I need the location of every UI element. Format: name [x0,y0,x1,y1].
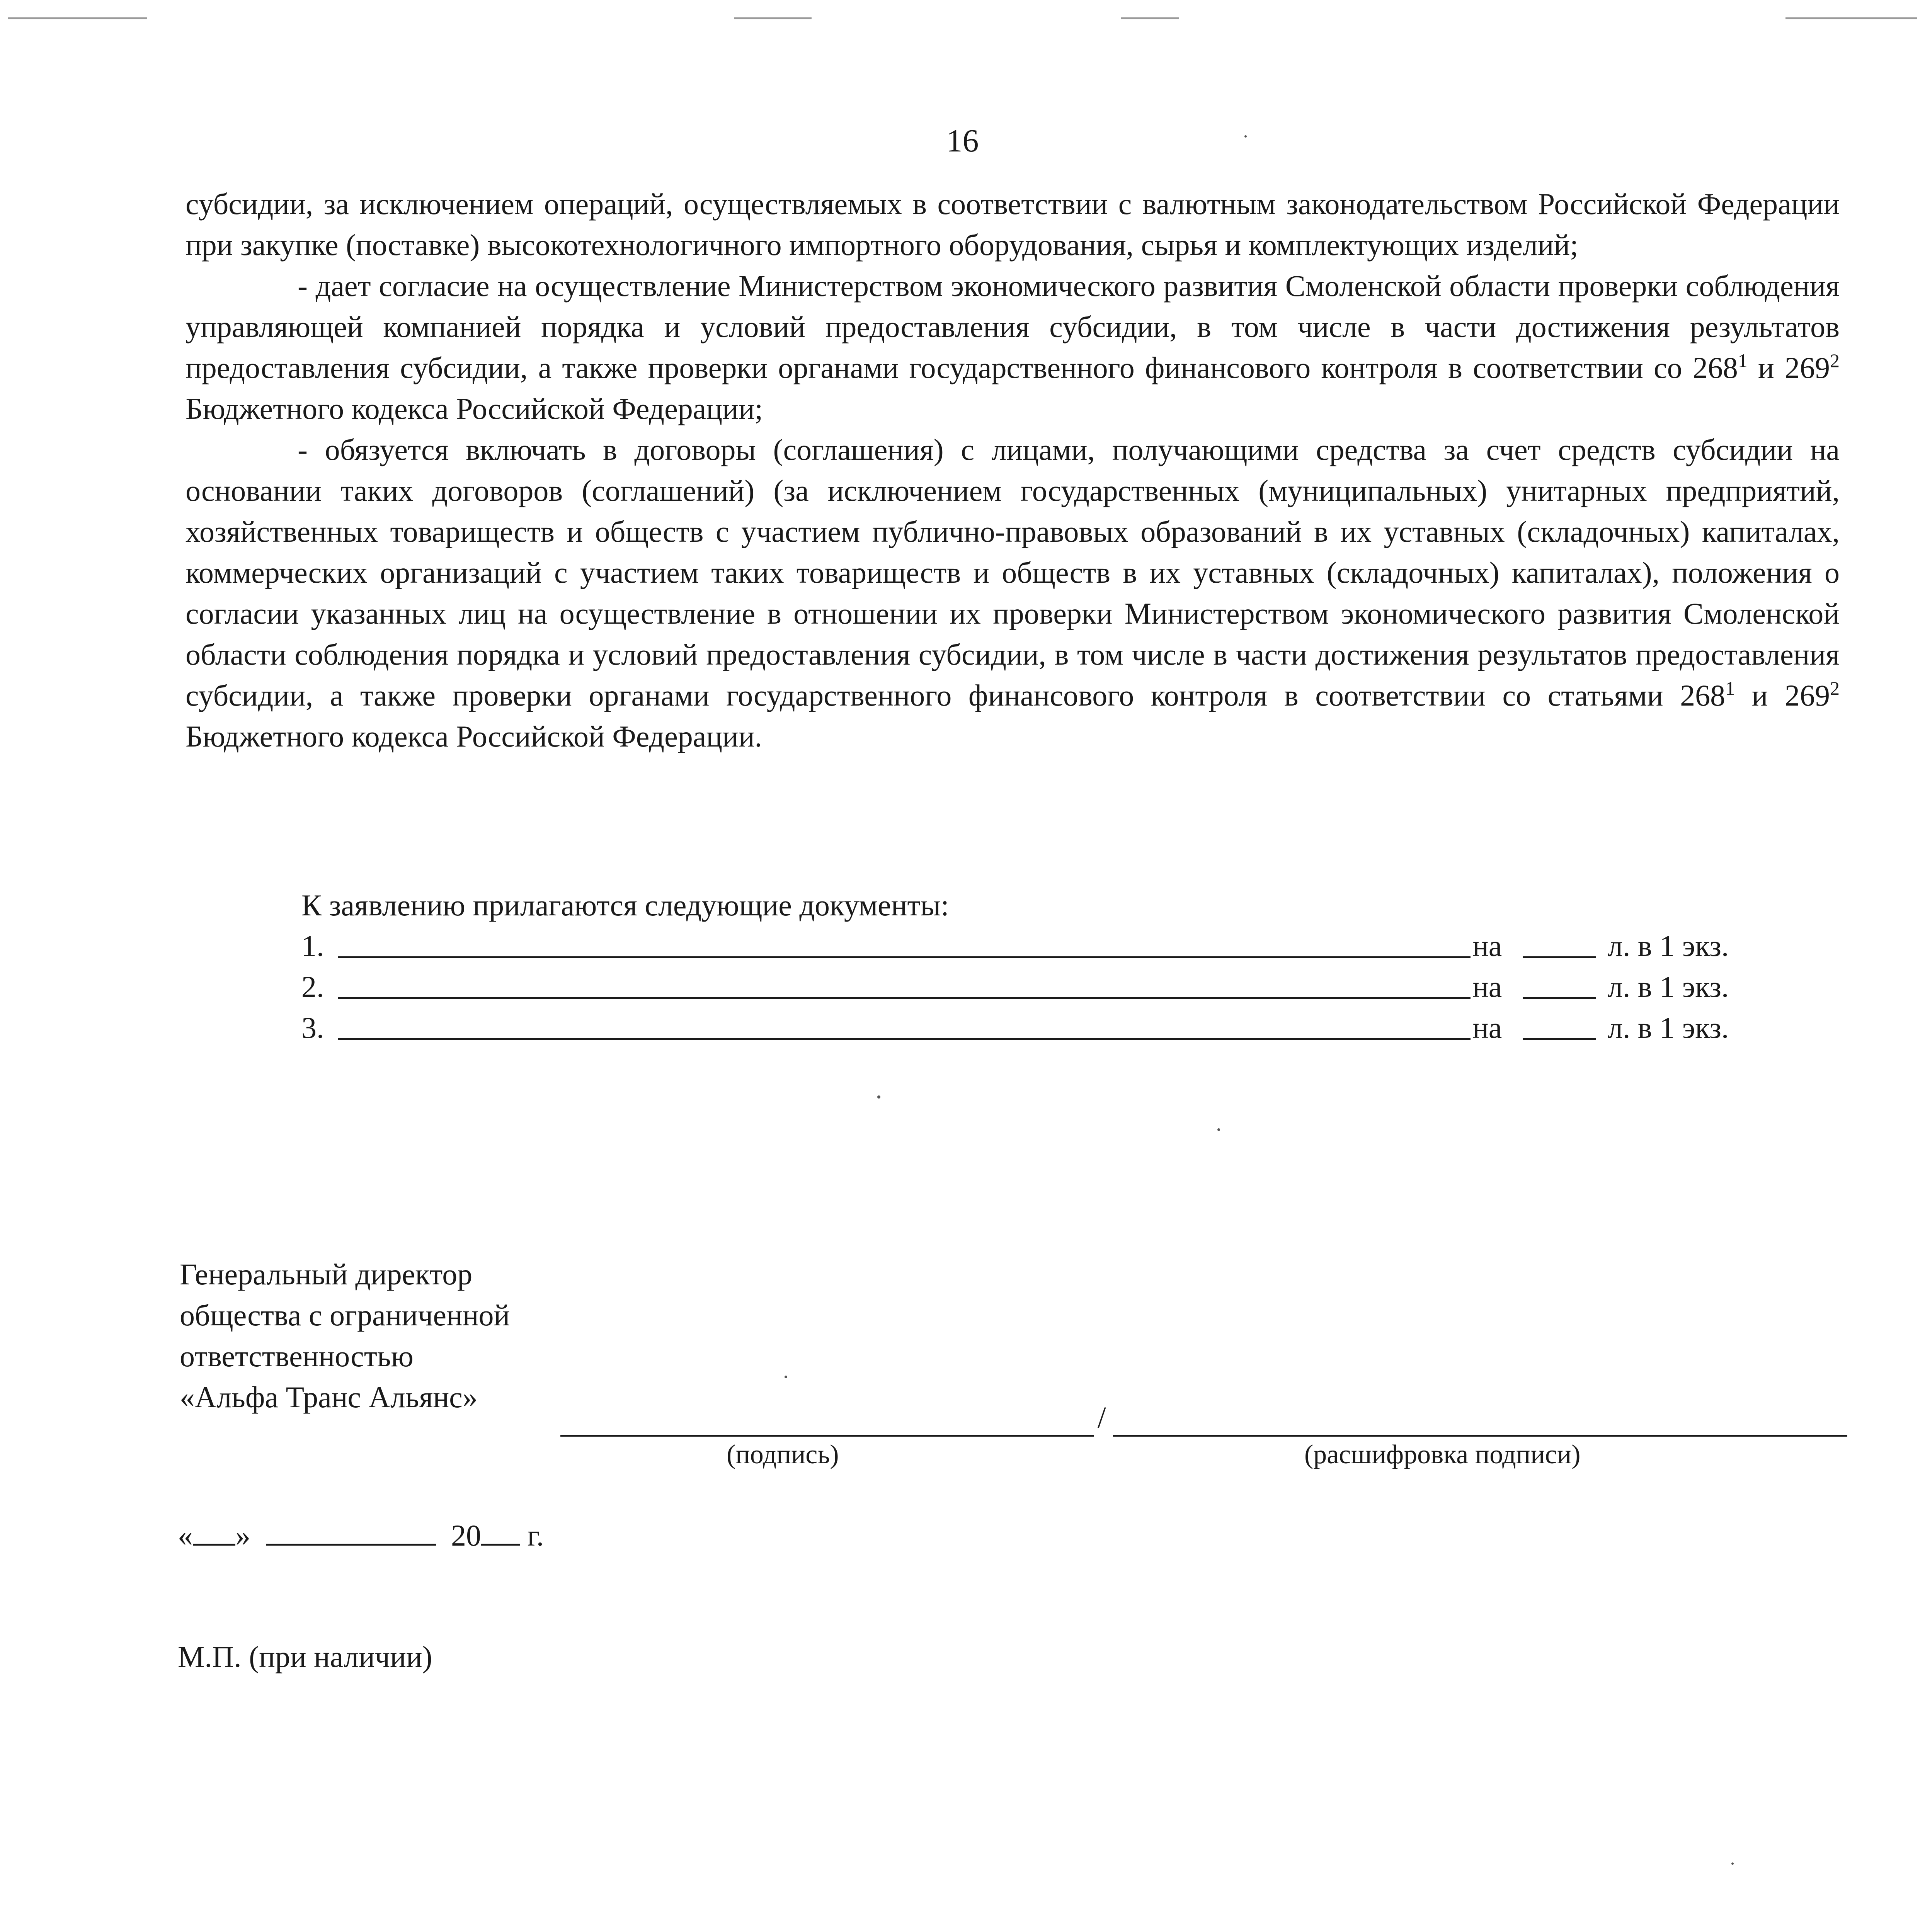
signature-slash: / [1098,1400,1106,1434]
date-day-field[interactable] [193,1513,235,1546]
attachment-copies-label: л. в 1 экз. [1608,1011,1729,1044]
attachment-copies-label: л. в 1 экз. [1608,929,1729,963]
signatory-title-line: ответственностью [180,1339,414,1373]
signature-decoding-field[interactable] [1113,1435,1847,1437]
scan-artifact [1785,17,1917,19]
date-year-field[interactable] [481,1513,520,1546]
date-close-quote: » [235,1519,250,1552]
attachment-pages-field[interactable] [1523,1038,1596,1040]
page-number: 16 [946,123,979,159]
attachment-row [301,1007,1729,1048]
paragraph-2: - дает согласие на осуществление Министерством экономического развития Смоленской области проверки соблюдения управляющей компанией порядка и условий предоставления субсидии, в том числе в части достижения результатов предоставления субсидии, а также проверки органами государственного финансового контроля в соответствии со $268^1$ и $269^2$ Бюджетного кодекса Российской Федерации; [186,269,1840,425]
signature-decoding-caption: (расшифровка подписи) [1304,1440,1581,1469]
scan-artifact [1121,17,1179,19]
signatory-title-line: Генеральный директор [180,1257,473,1291]
date-year-suffix: г. [527,1519,544,1552]
signatory-company: «Альфа Транс Альянс» [180,1380,478,1414]
attachment-name-field[interactable] [338,997,1471,999]
scan-speck [1217,1128,1220,1131]
date-year-prefix: 20 [451,1519,481,1552]
signatory-title-line: общества с ограниченной [180,1298,510,1332]
scan-artifact [734,17,812,19]
date-line [178,1513,544,1556]
attachment-row [301,966,1729,1007]
scan-speck [785,1376,787,1378]
attachment-na-label: на [1472,929,1502,963]
scan-artifact [8,17,147,19]
date-month-field[interactable] [266,1513,436,1546]
paragraph-1: субсидии, за исключением операций, осуществляемых в соответствии с валютным законодательством Российской Федерации при закупке (поставке) высокотехнологичного импортного оборудования, сырья и комплектующих изделий; [186,187,1840,262]
attachment-number: 1. [301,929,324,963]
signature-caption: (подпись) [727,1440,839,1469]
scan-speck [1244,135,1247,138]
paragraph-3: - обязуется включать в договоры (соглашения) с лицами, получающими средства за счет средств субсидии на основании таких договоров (соглашений) (за исключением государственных (муниципальных) унитарных предприятий, хозяйственных товариществ и обществ с участием публично-правовых образований в их уставных (складочных) капиталах, коммерческих организаций с участием таких товариществ и обществ в их уставных (складочных) капиталах), положения о согласии указанных лиц на осуществление в отношении их проверки Министерством экономического развития Смоленской области соблюдения порядка и условий предоставления субсидии, в том числе в части достижения результатов предоставления субсидии, а также проверки органами государственного финансового контроля в соответствии со статьями $268^1$ и $269^2$ Бюджетного кодекса Российской Федерации. [186,433,1840,753]
attachment-name-field[interactable] [338,956,1471,958]
scan-speck [877,1095,880,1099]
attachment-number: 3. [301,1011,324,1044]
stamp-place: М.П. (при наличии) [178,1640,432,1673]
signatory-block [180,1254,510,1418]
attachments-title: К заявлению прилагаются следующие документы: [301,888,949,922]
attachment-pages-field[interactable] [1523,997,1596,999]
attachment-pages-field[interactable] [1523,956,1596,958]
attachment-name-field[interactable] [338,1038,1471,1040]
scan-speck [1731,1862,1734,1865]
attachment-row [301,925,1729,966]
signature-field[interactable] [560,1435,1094,1437]
attachment-copies-label: л. в 1 экз. [1608,970,1729,1003]
attachment-na-label: на [1472,970,1502,1003]
body-text [186,184,1840,757]
date-open-quote: « [178,1519,193,1552]
attachment-number: 2. [301,970,324,1003]
attachment-na-label: на [1472,1011,1502,1044]
